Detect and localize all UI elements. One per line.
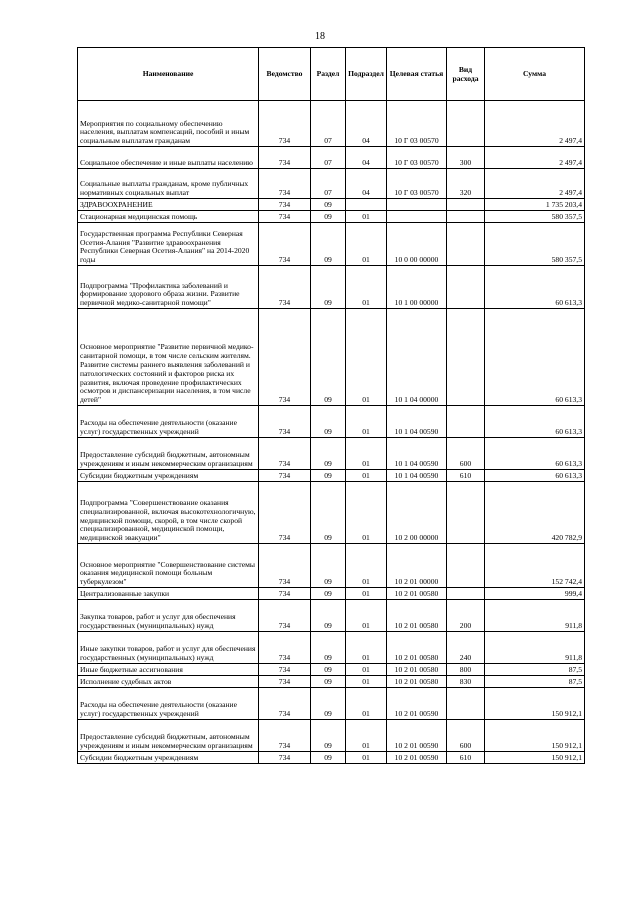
cell-department: 734 <box>259 664 311 676</box>
cell-department: 734 <box>259 406 311 438</box>
table-row <box>78 406 585 438</box>
cell-amount: 87,5 <box>485 676 585 688</box>
cell-target-article: 10 1 04 00590 <box>387 406 447 438</box>
cell-expense-type: 320 <box>447 169 485 199</box>
cell-department: 734 <box>259 169 311 199</box>
cell-amount: 60 613,3 <box>485 266 585 309</box>
cell-department: 734 <box>259 544 311 588</box>
table-row <box>78 544 585 588</box>
cell-section: 09 <box>311 199 346 211</box>
cell-department: 734 <box>259 600 311 632</box>
cell-amount: 2 497,4 <box>485 101 585 147</box>
column-header-department: Ведомство <box>259 48 311 101</box>
cell-target-article: 10 0 00 00000 <box>387 223 447 266</box>
cell-subsection: 01 <box>346 720 387 752</box>
cell-amount: 150 912,1 <box>485 720 585 752</box>
cell-department: 734 <box>259 438 311 470</box>
cell-target-article: 10 2 01 00580 <box>387 588 447 600</box>
cell-section: 09 <box>311 482 346 544</box>
table-row <box>78 676 585 688</box>
cell-expense-type: 610 <box>447 470 485 482</box>
cell-amount: 1 735 203,4 <box>485 199 585 211</box>
cell-amount: 87,5 <box>485 664 585 676</box>
cell-section: 09 <box>311 588 346 600</box>
table-row <box>78 470 585 482</box>
column-header-target-article: Целевая статья <box>387 48 447 101</box>
cell-section: 09 <box>311 211 346 223</box>
cell-name: Субсидии бюджетным учреждениям <box>78 470 259 482</box>
table-row <box>78 223 585 266</box>
cell-name: Предоставление субсидий бюджетным, автономным учреждениям и иным некоммерческим организациям <box>78 438 259 470</box>
cell-subsection: 01 <box>346 482 387 544</box>
cell-target-article: 10 2 01 00590 <box>387 720 447 752</box>
table-row <box>78 664 585 676</box>
cell-amount: 60 613,3 <box>485 438 585 470</box>
cell-subsection: 04 <box>346 101 387 147</box>
budget-table <box>77 47 585 764</box>
cell-expense-type <box>447 309 485 406</box>
cell-name: Основное мероприятие "Развитие первичной медико-санитарной помощи, в том числе сельским жителям. Развитие системы раннего выявления заболеваний и патологических состояний и факторов риска их развития, включая проведение профилактических осмотров и диспансеризации населения, в том числе детей" <box>78 309 259 406</box>
cell-department: 734 <box>259 688 311 720</box>
column-header-amount: Сумма <box>485 48 585 101</box>
table-row <box>78 199 585 211</box>
cell-department: 734 <box>259 482 311 544</box>
cell-section: 09 <box>311 664 346 676</box>
cell-section: 09 <box>311 600 346 632</box>
cell-subsection: 01 <box>346 588 387 600</box>
cell-expense-type: 800 <box>447 664 485 676</box>
cell-target-article: 10 1 04 00590 <box>387 438 447 470</box>
cell-name: Подпрограмма "Профилактика заболеваний и формирование здорового образа жизни. Развитие первичной медико-санитарной помощи" <box>78 266 259 309</box>
cell-name: Иные бюджетные ассигнования <box>78 664 259 676</box>
table-row <box>78 266 585 309</box>
cell-section: 09 <box>311 632 346 664</box>
cell-target-article: 10 2 01 00000 <box>387 544 447 588</box>
cell-name: Подпрограмма "Совершенствование оказания специализированной, включая высокотехнологичную, медицинской помощи, скорой, в том числе скорой специализированной, медицинской помощи, медицинской эвакуации" <box>78 482 259 544</box>
cell-section: 09 <box>311 223 346 266</box>
cell-name: Государственная программа Республики Северная Осетия-Алания "Развитие здравоохранения Республики Северная Осетия-Алания" на 2014-2020 годы <box>78 223 259 266</box>
table-row <box>78 752 585 764</box>
cell-target-article <box>387 211 447 223</box>
cell-expense-type: 600 <box>447 438 485 470</box>
cell-subsection: 01 <box>346 688 387 720</box>
table-row <box>78 169 585 199</box>
cell-section: 09 <box>311 544 346 588</box>
cell-name: Закупка товаров, работ и услуг для обеспечения государственных (муниципальных) нужд <box>78 600 259 632</box>
cell-subsection: 01 <box>346 223 387 266</box>
cell-section: 09 <box>311 688 346 720</box>
cell-target-article: 10 2 01 00580 <box>387 600 447 632</box>
table-row <box>78 101 585 147</box>
cell-name: Централизованные закупки <box>78 588 259 600</box>
cell-name: Исполнение судебных актов <box>78 676 259 688</box>
cell-expense-type: 300 <box>447 147 485 169</box>
column-header-subsection: Подраздел <box>346 48 387 101</box>
table-row <box>78 482 585 544</box>
cell-target-article: 10 2 00 00000 <box>387 482 447 544</box>
cell-section: 09 <box>311 676 346 688</box>
column-header-section: Раздел <box>311 48 346 101</box>
cell-department: 734 <box>259 211 311 223</box>
cell-expense-type <box>447 199 485 211</box>
cell-subsection: 01 <box>346 266 387 309</box>
cell-subsection: 01 <box>346 211 387 223</box>
cell-expense-type <box>447 101 485 147</box>
cell-amount: 60 613,3 <box>485 470 585 482</box>
cell-name: ЗДРАВООХРАНЕНИЕ <box>78 199 259 211</box>
column-header-expense-type: Вид расхода <box>447 48 485 101</box>
cell-expense-type <box>447 482 485 544</box>
cell-department: 734 <box>259 676 311 688</box>
cell-expense-type: 600 <box>447 720 485 752</box>
cell-section: 09 <box>311 406 346 438</box>
cell-expense-type: 200 <box>447 600 485 632</box>
cell-name: Социальные выплаты гражданам, кроме публичных нормативных социальных выплат <box>78 169 259 199</box>
table-row <box>78 211 585 223</box>
cell-amount: 152 742,4 <box>485 544 585 588</box>
cell-department: 734 <box>259 588 311 600</box>
cell-department: 734 <box>259 752 311 764</box>
cell-section: 07 <box>311 101 346 147</box>
cell-name: Основное мероприятие "Совершенствование системы оказания медицинской помощи больным туберкулезом" <box>78 544 259 588</box>
cell-subsection: 01 <box>346 676 387 688</box>
cell-section: 09 <box>311 720 346 752</box>
table-header-row <box>78 48 585 101</box>
cell-expense-type <box>447 266 485 309</box>
cell-department: 734 <box>259 101 311 147</box>
cell-name: Стационарная медицинская помощь <box>78 211 259 223</box>
cell-subsection: 04 <box>346 147 387 169</box>
cell-amount: 150 912,1 <box>485 688 585 720</box>
page-number: 18 <box>315 31 325 42</box>
cell-expense-type: 830 <box>447 676 485 688</box>
cell-name: Предоставление субсидий бюджетным, автономным учреждениям и иным некоммерческим организациям <box>78 720 259 752</box>
cell-expense-type <box>447 223 485 266</box>
cell-subsection <box>346 199 387 211</box>
table-row <box>78 632 585 664</box>
cell-section: 09 <box>311 752 346 764</box>
cell-subsection: 01 <box>346 406 387 438</box>
cell-name: Расходы на обеспечение деятельности (оказание услуг) государственных учреждений <box>78 688 259 720</box>
cell-subsection: 04 <box>346 169 387 199</box>
table-row <box>78 147 585 169</box>
cell-name: Мероприятия по социальному обеспечению населения, выплатам компенсаций, пособий и иным социальным выплатам гражданам <box>78 101 259 147</box>
cell-department: 734 <box>259 470 311 482</box>
cell-amount: 420 782,9 <box>485 482 585 544</box>
cell-expense-type <box>447 588 485 600</box>
cell-expense-type <box>447 211 485 223</box>
cell-target-article: 10 1 04 00590 <box>387 470 447 482</box>
cell-department: 734 <box>259 266 311 309</box>
cell-subsection: 01 <box>346 664 387 676</box>
cell-amount: 150 912,1 <box>485 752 585 764</box>
cell-target-article: 10 1 00 00000 <box>387 266 447 309</box>
cell-name: Иные закупки товаров, работ и услуг для обеспечения государственных (муниципальных) нужд <box>78 632 259 664</box>
cell-department: 734 <box>259 720 311 752</box>
cell-subsection: 01 <box>346 600 387 632</box>
cell-target-article: 10 1 04 00000 <box>387 309 447 406</box>
cell-subsection: 01 <box>346 752 387 764</box>
cell-target-article: 10 2 01 00580 <box>387 664 447 676</box>
cell-section: 07 <box>311 169 346 199</box>
cell-section: 07 <box>311 147 346 169</box>
cell-subsection: 01 <box>346 470 387 482</box>
column-header-name: Наименование <box>78 48 259 101</box>
cell-target-article: 10 Г 03 00570 <box>387 169 447 199</box>
cell-amount: 60 613,3 <box>485 406 585 438</box>
cell-expense-type: 610 <box>447 752 485 764</box>
cell-target-article: 10 Г 03 00570 <box>387 101 447 147</box>
cell-subsection: 01 <box>346 544 387 588</box>
cell-department: 734 <box>259 309 311 406</box>
cell-department: 734 <box>259 223 311 266</box>
table-row <box>78 438 585 470</box>
cell-subsection: 01 <box>346 309 387 406</box>
table-row <box>78 688 585 720</box>
cell-subsection: 01 <box>346 438 387 470</box>
cell-expense-type <box>447 688 485 720</box>
cell-section: 09 <box>311 266 346 309</box>
cell-target-article: 10 2 01 00580 <box>387 676 447 688</box>
cell-department: 734 <box>259 199 311 211</box>
cell-section: 09 <box>311 438 346 470</box>
cell-amount: 911,8 <box>485 600 585 632</box>
table-row <box>78 588 585 600</box>
cell-name: Расходы на обеспечение деятельности (оказание услуг) государственных учреждений <box>78 406 259 438</box>
cell-amount: 580 357,5 <box>485 211 585 223</box>
cell-target-article: 10 Г 03 00570 <box>387 147 447 169</box>
table-row <box>78 600 585 632</box>
cell-name: Субсидии бюджетным учреждениям <box>78 752 259 764</box>
cell-section: 09 <box>311 309 346 406</box>
cell-amount: 2 497,4 <box>485 169 585 199</box>
cell-target-article: 10 2 01 00590 <box>387 752 447 764</box>
cell-amount: 60 613,3 <box>485 309 585 406</box>
cell-section: 09 <box>311 470 346 482</box>
table-row <box>78 309 585 406</box>
cell-department: 734 <box>259 147 311 169</box>
table-row <box>78 720 585 752</box>
cell-amount: 911,8 <box>485 632 585 664</box>
cell-amount: 580 357,5 <box>485 223 585 266</box>
cell-expense-type <box>447 544 485 588</box>
cell-amount: 999,4 <box>485 588 585 600</box>
cell-amount: 2 497,4 <box>485 147 585 169</box>
cell-name: Социальное обеспечение и иные выплаты населению <box>78 147 259 169</box>
cell-department: 734 <box>259 632 311 664</box>
cell-target-article: 10 2 01 00590 <box>387 688 447 720</box>
cell-expense-type: 240 <box>447 632 485 664</box>
cell-subsection: 01 <box>346 632 387 664</box>
cell-target-article <box>387 199 447 211</box>
cell-expense-type <box>447 406 485 438</box>
cell-target-article: 10 2 01 00580 <box>387 632 447 664</box>
